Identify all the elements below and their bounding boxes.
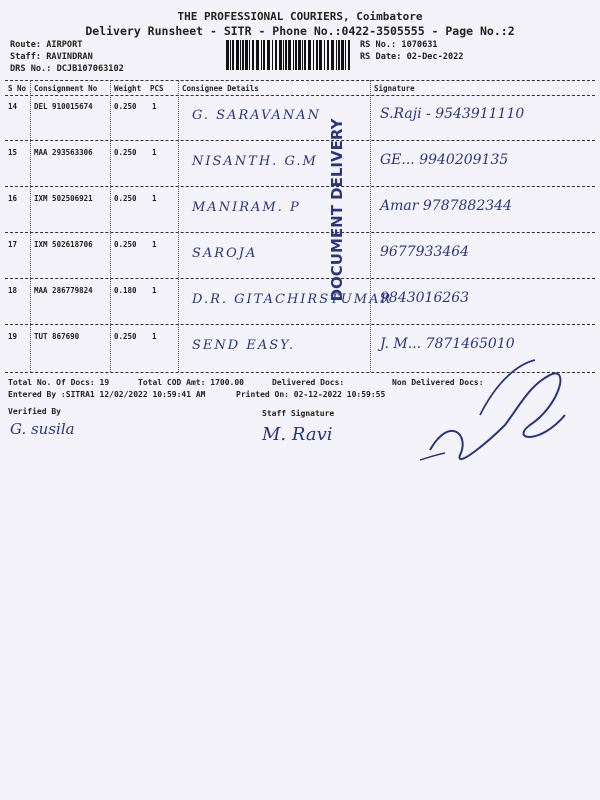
stamp-text: DOCUMENT DELIVERY bbox=[328, 118, 346, 302]
row-weight: 0.180 bbox=[114, 286, 137, 295]
barcode-bar bbox=[313, 40, 314, 70]
barcode-bar bbox=[267, 40, 270, 70]
row-consignment-no: MAA 293563306 bbox=[34, 148, 93, 157]
col-header-weight: Weight bbox=[114, 84, 142, 93]
row-consignment-no: MAA 286779824 bbox=[34, 286, 93, 295]
row-consignment-no: IXM 502618706 bbox=[34, 240, 93, 249]
row-sno: 17 bbox=[8, 240, 18, 249]
rs-number: RS No.: 1070631 bbox=[360, 40, 438, 50]
row-pcs: 1 bbox=[152, 102, 157, 111]
col-divider bbox=[370, 80, 371, 372]
row-pcs: 1 bbox=[152, 332, 157, 341]
barcode-bar bbox=[249, 40, 250, 70]
barcode-bar bbox=[331, 40, 334, 70]
col-divider bbox=[110, 80, 111, 372]
row-divider bbox=[5, 278, 595, 279]
row-signature: 9677933464 bbox=[380, 244, 470, 260]
col-header-pcs: PCS bbox=[150, 84, 164, 93]
col-divider bbox=[178, 80, 179, 372]
row-consignee: MANIRAM. P bbox=[192, 200, 301, 215]
route-label: Route: AIRPORT bbox=[10, 40, 83, 50]
barcode-bar bbox=[279, 40, 282, 70]
barcode-bar bbox=[263, 40, 265, 70]
col-divider bbox=[30, 80, 31, 372]
barcode-bar bbox=[242, 40, 244, 70]
barcode-bar bbox=[298, 40, 301, 70]
row-sno: 18 bbox=[8, 286, 18, 295]
verified-by-signature: G. susila bbox=[10, 420, 75, 438]
barcode-bar bbox=[348, 40, 350, 70]
verified-by-label: Verified By bbox=[8, 407, 61, 416]
barcode-bar bbox=[345, 40, 346, 70]
delivered-docs: Delivered Docs: bbox=[272, 378, 345, 387]
non-delivered-docs: Non Delivered Docs: bbox=[392, 378, 484, 387]
barcode-bar bbox=[240, 40, 241, 70]
barcode-bar bbox=[304, 40, 306, 70]
row-pcs: 1 bbox=[152, 194, 157, 203]
table-header-rule bbox=[5, 95, 595, 96]
row-sno: 16 bbox=[8, 194, 18, 203]
row-divider bbox=[5, 232, 595, 233]
drs-number: DRS No.: DCJB107063102 bbox=[10, 64, 124, 74]
staff-label: Staff: RAVINDRAN bbox=[10, 52, 93, 62]
barcode-bar bbox=[283, 40, 284, 70]
receiver-scribble bbox=[410, 345, 580, 475]
row-pcs: 1 bbox=[152, 148, 157, 157]
row-weight: 0.250 bbox=[114, 240, 137, 249]
row-signature: 9843016263 bbox=[380, 290, 470, 306]
row-signature: J. M... 7871465010 bbox=[380, 336, 515, 352]
rs-date: RS Date: 02-Dec-2022 bbox=[360, 52, 464, 62]
col-header-signature: Signature bbox=[374, 84, 415, 93]
barcode-bar bbox=[319, 40, 322, 70]
barcode-bar bbox=[272, 40, 273, 70]
row-weight: 0.250 bbox=[114, 102, 137, 111]
barcode-bar bbox=[324, 40, 325, 70]
barcode-bar bbox=[316, 40, 318, 70]
barcode-bar bbox=[245, 40, 248, 70]
company-title: THE PROFESSIONAL COURIERS, Coimbatore bbox=[177, 10, 423, 23]
row-consignee: D.R. GITACHIRSTUMAR bbox=[192, 292, 393, 307]
barcode-bar bbox=[308, 40, 311, 70]
row-signature: Amar 9787882344 bbox=[380, 198, 512, 214]
barcode-bar bbox=[252, 40, 254, 70]
staff-signature-label: Staff Signature bbox=[262, 409, 335, 418]
barcode-bar bbox=[285, 40, 287, 70]
row-consignee: G. SARAVANAN bbox=[192, 108, 322, 123]
col-header-sno: S No bbox=[8, 84, 27, 93]
row-consignment-no: DEL 910015674 bbox=[34, 102, 93, 111]
row-divider bbox=[5, 140, 595, 141]
total-docs: Total No. Of Docs: 19 bbox=[8, 378, 110, 387]
barcode-bar bbox=[232, 40, 234, 70]
runsheet-subtitle: Delivery Runsheet - SITR - Phone No.:0422-3505555 - Page No.:2 bbox=[85, 24, 515, 38]
row-consignee: SAROJA bbox=[192, 246, 258, 261]
barcode-bar bbox=[341, 40, 344, 70]
row-weight: 0.250 bbox=[114, 148, 137, 157]
barcode bbox=[226, 40, 352, 70]
barcode-bar bbox=[338, 40, 340, 70]
barcode-bar bbox=[226, 40, 229, 70]
barcode-bar bbox=[302, 40, 303, 70]
row-signature: GE... 9940209135 bbox=[380, 152, 509, 168]
row-divider bbox=[5, 324, 595, 325]
row-consignment-no: IXM 502506921 bbox=[34, 194, 93, 203]
table-top-rule bbox=[5, 80, 595, 81]
barcode-bar bbox=[336, 40, 337, 70]
row-signature: S.Raji - 9543911110 bbox=[380, 106, 525, 122]
printed-on: Printed On: 02-12-2022 10:59:55 bbox=[236, 390, 386, 399]
col-header-consignee: Consignee Details bbox=[182, 84, 259, 93]
barcode-bar bbox=[256, 40, 259, 70]
row-pcs: 1 bbox=[152, 286, 157, 295]
barcode-bar bbox=[327, 40, 329, 70]
barcode-bar bbox=[293, 40, 294, 70]
row-sno: 15 bbox=[8, 148, 18, 157]
barcode-bar bbox=[295, 40, 297, 70]
col-header-consignment: Consignment No bbox=[34, 84, 98, 93]
row-consignee: SEND EASY. bbox=[192, 338, 296, 353]
barcode-bar bbox=[230, 40, 231, 70]
barcode-bar bbox=[261, 40, 262, 70]
row-sno: 14 bbox=[8, 102, 18, 111]
barcode-bar bbox=[275, 40, 277, 70]
total-cod: Total COD Amt: 1700.00 bbox=[138, 378, 244, 387]
barcode-bar bbox=[288, 40, 291, 70]
staff-signature: M. Ravi bbox=[262, 424, 333, 445]
entered-by: Entered By :SITRA1 12/02/2022 10:59:41 AM bbox=[8, 390, 206, 399]
row-consignment-no: TUT 867690 bbox=[34, 332, 80, 341]
document-delivery-stamp bbox=[325, 110, 359, 310]
row-divider bbox=[5, 186, 595, 187]
row-weight: 0.250 bbox=[114, 194, 137, 203]
row-sno: 19 bbox=[8, 332, 18, 341]
barcode-bar bbox=[236, 40, 239, 70]
row-consignee: NISANTH. G.M bbox=[192, 154, 318, 169]
row-weight: 0.250 bbox=[114, 332, 137, 341]
row-pcs: 1 bbox=[152, 240, 157, 249]
